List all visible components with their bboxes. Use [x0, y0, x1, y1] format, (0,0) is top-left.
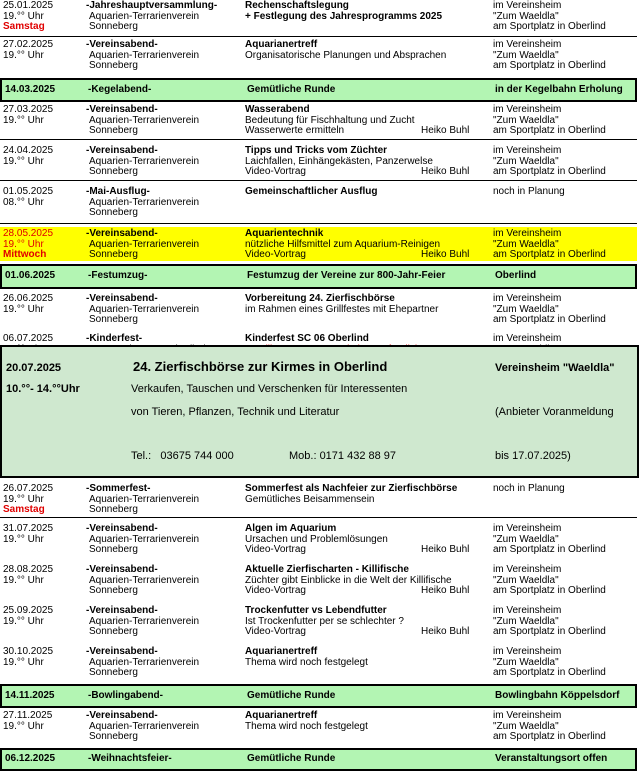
event-title: Sommerfest als Nachfeier zur Zierfischbörse: [245, 483, 458, 494]
event-desc: Laichfallen, Einhängekästen, Panzerwelse: [245, 155, 433, 167]
speaker: Heiko Buhl: [421, 125, 470, 136]
location-line: im Vereinsheim: [493, 523, 562, 534]
date-block: [3, 187, 53, 208]
location-line: im Vereinsheim: [493, 710, 562, 721]
event-type: -Vereinsabend-: [86, 523, 158, 534]
speaker: Heiko Buhl: [421, 249, 470, 260]
location-line: "Zum Waeldla": [493, 155, 559, 167]
location-line: "Zum Waeldla": [493, 114, 559, 126]
location-block: [493, 565, 606, 597]
club-name: Aquarien-Terrarienverein: [89, 303, 200, 315]
club-city: Sonneberg: [89, 166, 138, 177]
event-date: 31.07.2025: [3, 523, 54, 534]
mobile: Mob.: 0171 432 88 97: [289, 450, 397, 462]
event-title: Wasserabend: [245, 104, 310, 115]
club-name: Aquarien-Terrarienverein: [89, 533, 200, 545]
location-line: am Sportplatz in Oberlind: [493, 731, 606, 742]
event-date: 30.10.2025: [3, 646, 54, 657]
topic-block: [245, 1, 442, 22]
topic-block: [245, 105, 415, 137]
event-type: -Vereinsabend-: [86, 293, 158, 304]
event-title: Gemütliche Runde: [247, 753, 336, 764]
club-name: Aquarien-Terrarienverein: [89, 155, 200, 167]
event-type: -Bowlingabend-: [88, 690, 163, 701]
event-time: 19.°° Uhr: [3, 615, 44, 627]
event-format: Video-Vortrag: [245, 626, 306, 637]
event-time: 10.°°- 14.°°Uhr: [6, 383, 80, 395]
club-name: Aquarien-Terrarienverein: [89, 196, 200, 208]
event-date: 06.12.2025: [5, 753, 56, 764]
event-title: Rechenschaftslegung: [245, 0, 349, 11]
date-block: [3, 105, 53, 126]
event-date: 01.06.2025: [5, 270, 56, 281]
event-desc: + Festlegung des Jahresprogramms 2025: [245, 10, 443, 22]
event-desc: nützliche Hilfsmittel zum Aquarium-Reinigen: [245, 238, 441, 250]
topic-block: [245, 711, 368, 732]
event-date: 27.03.2025: [3, 104, 54, 115]
event-time: 19.°° Uhr: [3, 114, 44, 126]
topic-block: [245, 484, 457, 505]
club-city: Sonneberg: [89, 249, 138, 260]
date-block: [3, 229, 53, 261]
location-line: "Zum Waeldla": [493, 720, 559, 732]
event-type: -Festumzug-: [88, 270, 148, 281]
topic-block: [245, 40, 446, 61]
location-line: "Zum Waeldla": [493, 656, 559, 668]
event-type: -Mai-Ausflug-: [86, 186, 150, 197]
location-line: am Sportplatz in Oberlind: [493, 60, 606, 71]
event-day: Mittwoch: [3, 249, 47, 260]
location-line: noch in Planung: [493, 186, 565, 197]
event-date: 27.02.2025: [3, 39, 54, 50]
divider: [0, 36, 637, 37]
note: (Anbieter Voranmeldung: [495, 406, 614, 418]
event-type: -Vereinsabend-: [86, 710, 158, 721]
type-block: [86, 294, 199, 326]
event-date: 28.05.2025: [3, 228, 54, 239]
event-format: Video-Vortrag: [245, 585, 306, 596]
event-type: -Kinderfest-: [86, 333, 143, 344]
divider: [0, 139, 637, 140]
type-block: [86, 484, 199, 516]
event-desc: Züchter gibt Einblicke in die Welt der Killifische: [245, 574, 452, 586]
club-city: Sonneberg: [89, 207, 138, 218]
location-line: "Zum Waeldla": [493, 615, 559, 627]
topic-block: [245, 647, 368, 668]
club-name: Aquarien-Terrarienverein: [89, 238, 200, 250]
event-time: 19.°° Uhr: [3, 10, 44, 22]
date-block: [3, 1, 53, 33]
club-city: Sonneberg: [89, 544, 138, 555]
club-name: Aquarien-Terrarienverein: [89, 574, 200, 586]
event-title: Trockenfutter vs Lebendfutter: [245, 605, 387, 616]
event-location: Veranstaltungsort offen: [495, 753, 608, 764]
location-block: [493, 105, 606, 137]
date-block: [3, 484, 53, 516]
highlight-row-aquarientechnik: [0, 227, 637, 261]
topic-block: [245, 524, 388, 556]
event-date: 24.04.2025: [3, 145, 54, 156]
divider: [0, 517, 637, 518]
highlight-row-weihnachtsfeier: [0, 748, 637, 771]
event-location: Vereinsheim "Waeldla": [495, 362, 615, 374]
event-title: Aquarianertreff: [245, 710, 318, 721]
location-block: [493, 647, 606, 679]
location-line: noch in Planung: [493, 483, 565, 494]
event-date: 06.07.2025: [3, 333, 54, 344]
event-title: Algen im Aquarium: [245, 523, 337, 534]
event-format: Video-Vortrag: [245, 166, 306, 177]
event-date: 14.11.2025: [5, 690, 55, 701]
event-type: -Vereinsabend-: [86, 228, 158, 239]
location-line: am Sportplatz in Oberlind: [493, 249, 606, 260]
location-line: im Vereinsheim: [493, 39, 562, 50]
event-time: 08.°° Uhr: [3, 196, 44, 208]
club-city: Sonneberg: [89, 667, 138, 678]
club-city: Sonneberg: [89, 314, 138, 325]
type-block: [86, 647, 199, 679]
event-title: Vorbereitung 24. Zierfischbörse: [245, 293, 395, 304]
topic-block: [245, 229, 440, 261]
date-block: [3, 146, 53, 167]
date-block: [3, 40, 53, 61]
club-name: Aquarien-Terrarienverein: [89, 656, 200, 668]
event-title: Aktuelle Zierfischarten - Killifische: [245, 564, 409, 575]
event-type: -Vereinsabend-: [86, 646, 158, 657]
event-location: Bowlingbahn Köppelsdorf: [495, 690, 620, 701]
location-block: [493, 606, 606, 638]
event-day: Samstag: [3, 504, 45, 515]
divider: [0, 180, 637, 181]
event-date: 27.11.2025: [3, 710, 53, 721]
location-block: [493, 524, 606, 556]
event-type: -Kegelabend-: [88, 84, 152, 95]
event-date: 25.01.2025: [3, 0, 54, 11]
event-title: Tipps und Tricks vom Züchter: [245, 145, 388, 156]
event-date: 01.05.2025: [3, 186, 54, 197]
event-type: -Vereinsabend-: [86, 145, 158, 156]
event-desc: Ist Trockenfutter per se schlechter ?: [245, 615, 404, 627]
location-line: "Zum Waeldla": [493, 10, 559, 22]
event-time: 19.°° Uhr: [3, 533, 44, 545]
type-block: [86, 565, 199, 597]
event-time: 19.°° Uhr: [3, 238, 44, 250]
event-type: -Weihnachtsfeier-: [88, 753, 172, 764]
event-date: 26.07.2025: [3, 483, 54, 494]
event-title: Kinderfest SC 06 Oberlind: [245, 333, 369, 344]
location-block: [493, 1, 606, 33]
club-name: Aquarien-Terrarienverein: [89, 114, 200, 126]
event-title: Aquarianertreff: [245, 646, 318, 657]
event-desc: Bedeutung für Fischhaltung und Zucht: [245, 114, 415, 126]
event-desc: Ursachen und Problemlösungen: [245, 533, 388, 545]
club-city: Sonneberg: [89, 504, 138, 515]
date-block: [3, 711, 52, 732]
event-type: -Vereinsabend-: [86, 104, 158, 115]
location-line: am Sportplatz in Oberlind: [493, 667, 606, 678]
event-location: in der Kegelbahn Erholung: [495, 84, 623, 95]
event-desc: im Rahmen eines Grillfestes mit Ehepartner: [245, 303, 439, 315]
location-line: im Vereinsheim: [493, 333, 562, 344]
event-title: 24. Zierfischbörse zur Kirmes in Oberlind: [133, 359, 388, 374]
location-line: am Sportplatz in Oberlind: [493, 585, 606, 596]
location-line: am Sportplatz in Oberlind: [493, 314, 606, 325]
event-title: Aquarianertreff: [245, 39, 318, 50]
event-desc: Verkaufen, Tauschen und Verschenken für Interessenten: [131, 383, 408, 395]
event-format: Video-Vortrag: [245, 249, 306, 260]
event-date: 28.08.2025: [3, 564, 54, 575]
type-block: [86, 711, 199, 743]
type-block: [86, 524, 199, 556]
highlight-row-kegelabend: [0, 78, 637, 102]
note: bis 17.07.2025): [495, 450, 571, 462]
topic-block: [245, 187, 377, 198]
topic-block: [245, 146, 433, 178]
event-title: Aquarientechnik: [245, 228, 324, 239]
club-name: Aquarien-Terrarienverein: [89, 493, 200, 505]
location-line: im Vereinsheim: [493, 0, 562, 11]
event-type: -Vereinsabend-: [86, 564, 158, 575]
event-desc: Thema wird noch festgelegt: [245, 656, 368, 668]
event-title: Gemeinschaftlicher Ausflug: [245, 186, 378, 197]
topic-block: [245, 294, 438, 315]
event-day: Samstag: [3, 21, 45, 32]
type-block: [86, 606, 199, 638]
date-block: [3, 565, 53, 586]
club-city: Sonneberg: [89, 585, 138, 596]
date-block: [3, 647, 53, 668]
location-line: am Sportplatz in Oberlind: [493, 125, 606, 136]
location-block: [493, 294, 606, 326]
location-line: am Sportplatz in Oberlind: [493, 166, 606, 177]
event-date: 26.06.2025: [3, 293, 54, 304]
event-date: 20.07.2025: [6, 362, 62, 374]
event-date: 25.09.2025: [3, 605, 54, 616]
club-city: Sonneberg: [89, 125, 138, 136]
location-block: [493, 711, 606, 743]
location-line: "Zum Waeldla": [493, 303, 559, 315]
location-line: im Vereinsheim: [493, 293, 562, 304]
phone: Tel.: 03675 744 000: [131, 450, 234, 462]
club-city: Sonneberg: [89, 731, 138, 742]
event-time: 19.°° Uhr: [3, 574, 44, 586]
location-line: im Vereinsheim: [493, 605, 562, 616]
highlight-row-festumzug: [0, 264, 637, 289]
club-name: Aquarien-Terrarienverein: [89, 10, 200, 22]
speaker: Heiko Buhl: [421, 544, 470, 555]
location-line: im Vereinsheim: [493, 228, 562, 239]
club-city: Sonneberg: [89, 60, 138, 71]
event-title: Gemütliche Runde: [247, 690, 336, 701]
feature-box-zierfischboerse: [0, 345, 639, 478]
event-time: 19.°° Uhr: [3, 493, 44, 505]
event-type: -Vereinsabend-: [86, 605, 158, 616]
event-location: Oberlind: [495, 270, 537, 281]
event-date: 14.03.2025: [5, 84, 56, 95]
event-type: -Sommerfest-: [86, 483, 151, 494]
location-line: "Zum Waeldla": [493, 574, 559, 586]
location-line: im Vereinsheim: [493, 646, 562, 657]
speaker: Heiko Buhl: [421, 585, 470, 596]
location-line: am Sportplatz in Oberlind: [493, 544, 606, 555]
event-format: Video-Vortrag: [245, 544, 306, 555]
location-block: [493, 40, 606, 72]
type-block: [86, 105, 199, 137]
club-name: Aquarien-Terrarienverein: [89, 615, 200, 627]
speaker: Heiko Buhl: [421, 626, 470, 637]
location-line: "Zum Waeldla": [493, 238, 559, 250]
location-block: [493, 187, 565, 198]
event-title: Festumzug der Vereine zur 800-Jahr-Feier: [247, 270, 446, 281]
type-block: [86, 229, 199, 261]
location-line: "Zum Waeldla": [493, 49, 559, 61]
location-block: [493, 484, 565, 495]
club-name: Aquarien-Terrarienverein: [89, 49, 200, 61]
event-type: -Jahreshauptversammlung-: [86, 0, 218, 11]
location-line: im Vereinsheim: [493, 104, 562, 115]
event-desc: von Tieren, Pflanzen, Technik und Literatur: [131, 406, 340, 418]
event-title: Gemütliche Runde: [247, 84, 336, 95]
type-block: [86, 187, 199, 219]
location-line: "Zum Waeldla": [493, 533, 559, 545]
type-block: [86, 40, 199, 72]
divider: [0, 223, 637, 224]
speaker: Heiko Buhl: [421, 166, 470, 177]
event-time: 19.°° Uhr: [3, 303, 44, 315]
location-line: im Vereinsheim: [493, 145, 562, 156]
club-name: Aquarien-Terrarienverein: [89, 720, 200, 732]
topic-block: [245, 606, 404, 638]
location-block: [493, 146, 606, 178]
event-time: 19.°° Uhr: [3, 720, 44, 732]
club-city: Sonneberg: [89, 21, 138, 32]
location-block: [493, 229, 606, 261]
date-block: [3, 294, 53, 315]
event-desc: Gemütliches Beisammensein: [245, 493, 375, 505]
event-desc: Organisatorische Planungen und Absprachen: [245, 49, 447, 61]
event-time: 19.°° Uhr: [3, 155, 44, 167]
date-block: [3, 606, 53, 627]
type-block: [86, 146, 199, 178]
location-line: am Sportplatz in Oberlind: [493, 21, 606, 32]
type-block: [86, 1, 217, 33]
club-city: Sonneberg: [89, 626, 138, 637]
location-line: am Sportplatz in Oberlind: [493, 626, 606, 637]
event-type: -Vereinsabend-: [86, 39, 158, 50]
event-format: Wasserwerte ermitteln: [245, 125, 345, 136]
location-line: im Vereinsheim: [493, 564, 562, 575]
event-desc: Thema wird noch festgelegt: [245, 720, 368, 732]
event-time: 19.°° Uhr: [3, 656, 44, 668]
date-block: [3, 524, 53, 545]
event-time: 19.°° Uhr: [3, 49, 44, 61]
highlight-row-bowlingabend: [0, 684, 637, 708]
